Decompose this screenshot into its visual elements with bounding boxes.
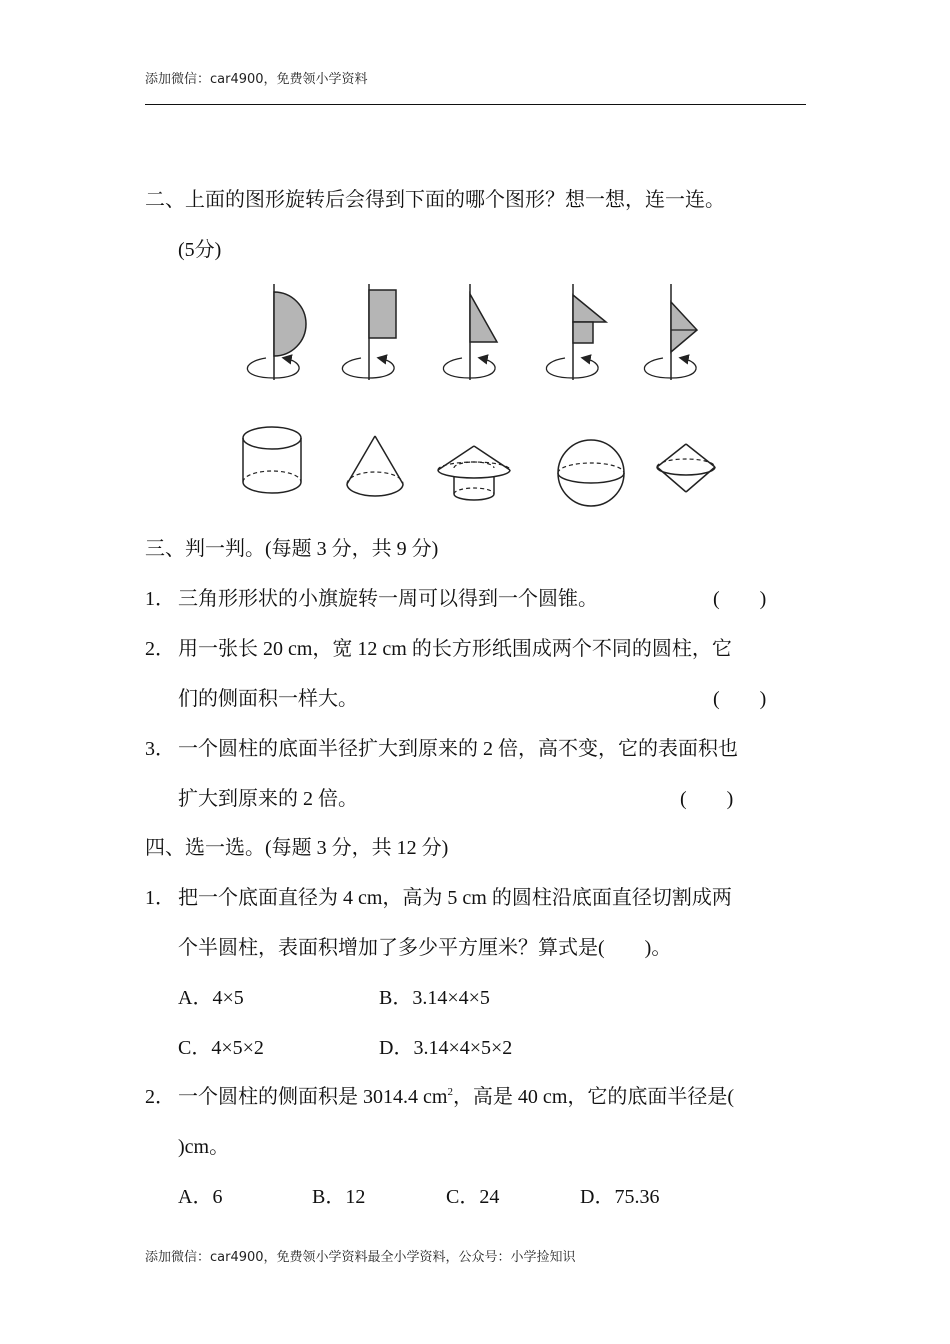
- s4-q2-text-part2: ，高是 40 cm，它的底面半径是(: [452, 1086, 735, 1108]
- double-triangle-flag-shape[interactable]: [644, 284, 697, 380]
- s3-q2-number: 2．: [145, 638, 175, 660]
- cone-solid[interactable]: [347, 436, 403, 496]
- cone-on-cylinder-solid[interactable]: [438, 446, 510, 500]
- s4-q2-option-b[interactable]: B．12: [312, 1186, 366, 1208]
- s4-q1-option-c[interactable]: C．4×5×2: [178, 1037, 264, 1059]
- s3-q1-text: 三角形形状的小旗旋转一周可以得到一个圆锥。: [178, 588, 598, 610]
- s4-q1-option-a[interactable]: A．4×5: [178, 987, 244, 1009]
- s4-q2-text-part1: 一个圆柱的侧面积是 3014.4 cm: [178, 1086, 448, 1108]
- s3-q1-number: 1．: [145, 588, 175, 610]
- s3-q3-text-line1: 一个圆柱的底面半径扩大到原来的 2 倍，高不变，它的表面积也: [178, 738, 738, 760]
- s4-q1-text-line1: 把一个底面直径为 4 cm，高为 5 cm 的圆柱沿底面直径切割成两: [178, 887, 732, 909]
- s3-q3-number: 3．: [145, 738, 175, 760]
- s3-q3-text-line2: 扩大到原来的 2 倍。: [178, 788, 358, 810]
- rotation-shapes-row: [0, 280, 950, 400]
- s4-q1-option-b[interactable]: B．3.14×4×5: [379, 987, 490, 1009]
- header-divider: [145, 104, 806, 105]
- s4-q1-option-d[interactable]: D．3.14×4×5×2: [379, 1037, 513, 1059]
- s3-q2-text-line2: 们的侧面积一样大。: [178, 688, 358, 710]
- s4-q2-option-a[interactable]: A．6: [178, 1186, 223, 1208]
- s4-q2-superscript: 2: [447, 1086, 453, 1098]
- s3-q3-answer-blank[interactable]: ( ): [680, 788, 734, 810]
- page-footer: 添加微信：car4900，免费领小学资料最全小学资料，公众号：小学捡知识: [145, 1250, 576, 1265]
- solids-row: [0, 422, 950, 512]
- double-cone-solid[interactable]: [657, 444, 715, 492]
- s4-q2-number: 2．: [145, 1086, 175, 1108]
- s3-q2-text-line1: 用一张长 20 cm，宽 12 cm 的长方形纸围成两个不同的圆柱，它: [178, 638, 732, 660]
- s4-q2-option-d[interactable]: D．75.36: [580, 1186, 660, 1208]
- rectangle-flag-shape[interactable]: [342, 284, 396, 380]
- s3-q1-answer-blank[interactable]: ( ): [713, 588, 767, 610]
- semicircle-flag-shape[interactable]: [247, 284, 306, 380]
- s4-q1-text-line2: 个半圆柱，表面积增加了多少平方厘米？算式是( )。: [178, 937, 672, 959]
- s4-q2-text-line1: [178, 1087, 734, 1107]
- page-header: 添加微信：car4900，免费领小学资料: [145, 72, 368, 87]
- section2-title: 二、上面的图形旋转后会得到下面的哪个图形？想一想，连一连。: [145, 189, 725, 211]
- s4-q1-number: 1．: [145, 887, 175, 909]
- section4-title: 四、选一选。(每题 3 分，共 12 分): [145, 837, 449, 859]
- right-triangle-flag-shape[interactable]: [443, 284, 497, 380]
- triangle-on-square-flag-shape[interactable]: [546, 284, 606, 380]
- section3-title: 三、判一判。(每题 3 分，共 9 分): [145, 538, 439, 560]
- s3-q2-answer-blank[interactable]: ( ): [713, 688, 767, 710]
- s4-q2-text-line2: )cm。: [178, 1136, 230, 1158]
- cylinder-solid[interactable]: [243, 427, 301, 493]
- section2-score: (5分): [178, 239, 222, 261]
- sphere-solid[interactable]: [558, 440, 624, 506]
- s4-q2-option-c[interactable]: C．24: [446, 1186, 500, 1208]
